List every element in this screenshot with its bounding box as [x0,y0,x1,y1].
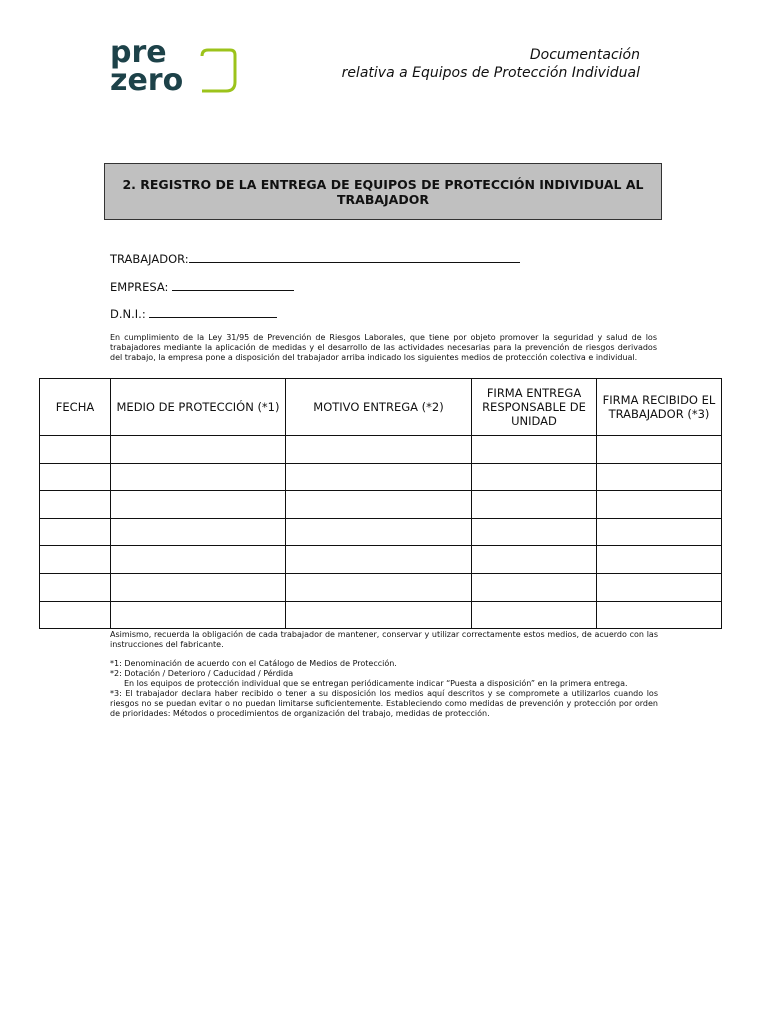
logo-text-line2: zero [110,63,184,98]
header-medio-proteccion: MEDIO DE PROTECCIÓN (*1) [111,379,286,436]
header-motivo-entrega: MOTIVO ENTREGA (*2) [286,379,472,436]
trabajador-field[interactable] [110,250,520,266]
table-header-row [40,379,722,436]
header-fecha: FECHA [40,379,111,436]
dni-field[interactable] [110,305,277,321]
logo-text-line1: pre [110,35,167,70]
table-cell[interactable] [40,601,111,629]
table-cell[interactable] [111,573,286,601]
table-cell[interactable] [111,436,286,464]
document-header-line1: Documentación [529,47,640,63]
footnotes [110,630,658,719]
table-cell[interactable] [286,546,472,574]
table-cell[interactable] [111,463,286,491]
table-cell[interactable] [286,463,472,491]
table-cell[interactable] [286,518,472,546]
table-cell[interactable] [286,436,472,464]
prezero-logo [110,35,245,102]
trabajador-label: TRABAJADOR: [110,252,189,266]
table-cell[interactable] [40,463,111,491]
table-cell[interactable] [111,601,286,629]
table-cell[interactable] [111,491,286,519]
table-cell[interactable] [286,601,472,629]
empresa-input-line[interactable] [172,278,294,291]
table-cell[interactable] [40,573,111,601]
table-cell[interactable] [286,573,472,601]
table-cell[interactable] [472,463,597,491]
header-firma-recibido: FIRMA RECIBIDO EL TRABAJADOR (*3) [597,379,722,436]
table-row [40,463,722,491]
document-header-line2: relativa a Equipos de Protección Individual [341,65,640,81]
table-cell[interactable] [111,518,286,546]
table-cell[interactable] [40,436,111,464]
table-row [40,573,722,601]
table-cell[interactable] [472,573,597,601]
section-title: 2. REGISTRO DE LA ENTREGA DE EQUIPOS DE PROTECCIÓN INDIVIDUAL AL TRABAJADOR [104,163,662,220]
table-row [40,601,722,629]
table-cell[interactable] [472,601,597,629]
table-cell[interactable] [597,518,722,546]
footnote-1: *1: Denominación de acuerdo con el Catálogo de Medios de Protección. [110,659,397,668]
table-cell[interactable] [40,546,111,574]
intro-paragraph: En cumplimiento de la Ley 31/95 de Prevención de Riesgos Laborales, que tiene por objeto promover la seguridad y salud de los trabajadores mediante la aplicación de medidas y el desarrollo de las actividades necesarias para la prevención de riesgos derivados del trabajo, la empresa pone a disposición del trabajador arriba indicado los siguientes medios de protección colectiva e individual. [110,333,657,362]
footnote-2: *2: Dotación / Deterioro / Caducidad / Pérdida [110,669,294,678]
table-cell[interactable] [472,546,597,574]
table-cell[interactable] [597,601,722,629]
table-row [40,546,722,574]
reminder-paragraph: Asimismo, recuerda la obligación de cada trabajador de mantener, conservar y utilizar correctamente estos medios, de acuerdo con las instrucciones del fabricante. [110,630,658,649]
table-cell[interactable] [597,491,722,519]
dni-label: D.N.I.: [110,307,146,321]
table-row [40,436,722,464]
dni-input-line[interactable] [149,305,277,318]
footnote-2-detail: En los equipos de protección individual que se entregan periódicamente indicar “Puesta a disposición” en la primera entrega. [124,679,628,688]
table-row [40,491,722,519]
table-cell[interactable] [597,436,722,464]
table-cell[interactable] [472,491,597,519]
footnote-3: *3: El trabajador declara haber recibido o tener a su disposición los medios aquí descritos y se compromete a utilizarlos cuando los riesgos no se puedan evitar o no puedan limitarse suficientemente. Estableciendo como medidas de prevención y protección por orden de prioridades: Métodos o procedimientos de organización del trabajo, medidas de protección. [110,689,658,718]
table-cell[interactable] [597,546,722,574]
table-cell[interactable] [111,546,286,574]
table-cell[interactable] [472,518,597,546]
empresa-field[interactable] [110,278,294,294]
table-cell[interactable] [40,518,111,546]
logo-frame-icon [198,46,238,94]
document-header [342,46,640,82]
table-cell[interactable] [286,491,472,519]
empresa-label: EMPRESA: [110,280,169,294]
table-cell[interactable] [472,436,597,464]
table-cell[interactable] [597,573,722,601]
header-firma-entrega: FIRMA ENTREGA RESPONSABLE DE UNIDAD [472,379,597,436]
table-cell[interactable] [40,491,111,519]
table-row [40,518,722,546]
delivery-register-table [39,378,722,629]
trabajador-input-line[interactable] [189,250,520,263]
table-cell[interactable] [597,463,722,491]
